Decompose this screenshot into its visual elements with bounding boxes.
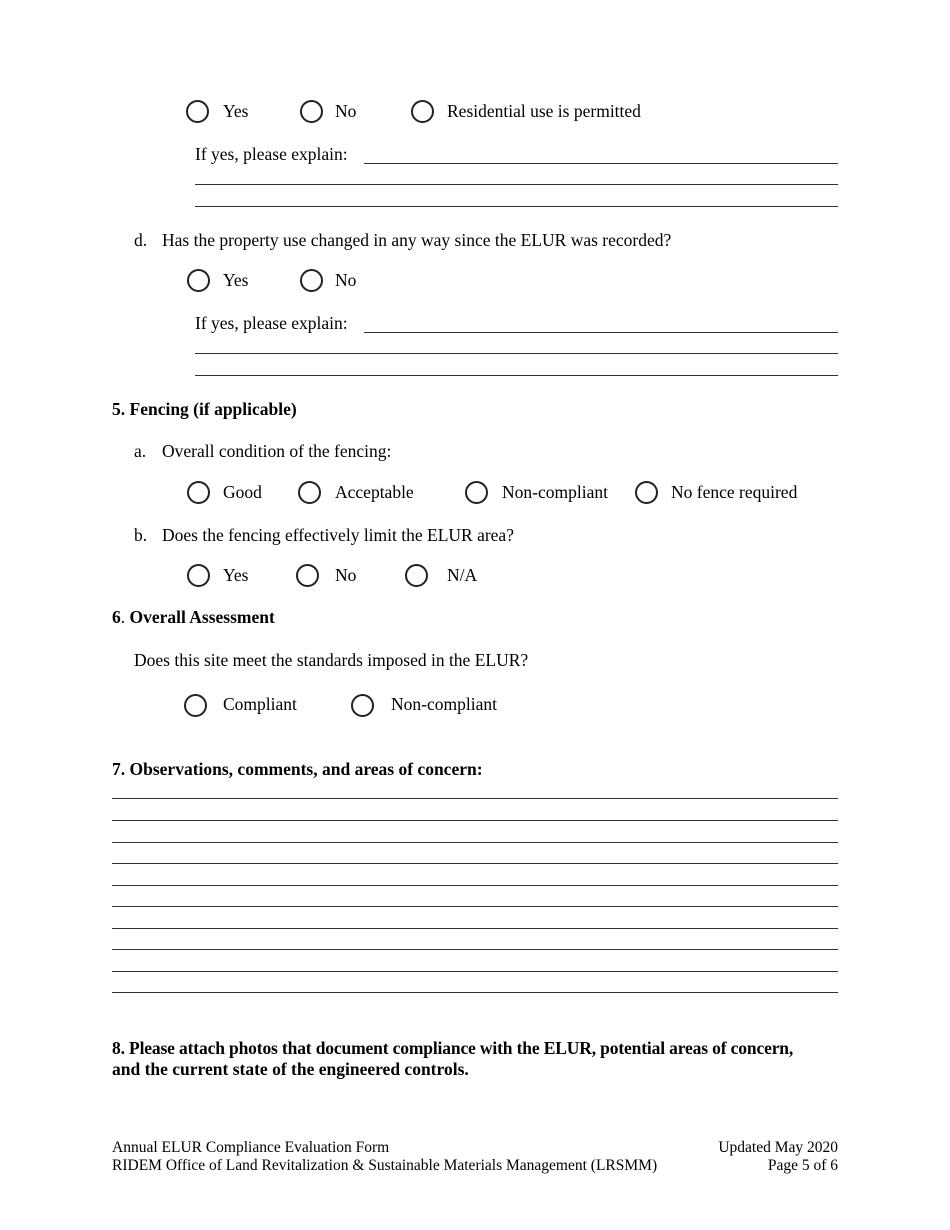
observation-line-3[interactable] bbox=[112, 842, 838, 843]
q5a-noncompliant-radio[interactable] bbox=[465, 481, 488, 504]
q5b-na-radio[interactable] bbox=[405, 564, 428, 587]
q6-noncompliant-label: Non-compliant bbox=[391, 694, 497, 714]
q4c-explain-line-1[interactable] bbox=[364, 163, 838, 164]
section8-line-2: and the current state of the engineered controls. bbox=[112, 1059, 469, 1079]
q4d-explain-line-2[interactable] bbox=[195, 353, 838, 354]
q6-compliant-radio[interactable] bbox=[184, 694, 207, 717]
q4c-explain-line-2[interactable] bbox=[195, 184, 838, 185]
section5-heading: 5. Fencing (if applicable) bbox=[112, 399, 297, 419]
q5a-acceptable-radio[interactable] bbox=[298, 481, 321, 504]
observation-line-5[interactable] bbox=[112, 885, 838, 886]
q4d-yes-label: Yes bbox=[223, 270, 249, 290]
q5b-letter: b. bbox=[134, 525, 148, 545]
q4d-question: Has the property use changed in any way since the ELUR was recorded? bbox=[162, 230, 672, 250]
q5a-noncompliant-label: Non-compliant bbox=[502, 482, 608, 502]
footer-form-name: Annual ELUR Compliance Evaluation Form bbox=[112, 1139, 390, 1156]
q4c-explain-line-3[interactable] bbox=[195, 206, 838, 207]
observation-line-2[interactable] bbox=[112, 820, 838, 821]
section8-line-1: 8. Please attach photos that document compliance with the ELUR, potential areas of concern, bbox=[112, 1038, 794, 1058]
q6-compliant-label: Compliant bbox=[223, 694, 297, 714]
q5b-yes-label: Yes bbox=[223, 565, 249, 585]
q5a-question: Overall condition of the fencing: bbox=[162, 441, 392, 461]
q5b-na-label: N/A bbox=[447, 565, 478, 585]
q5a-nofence-radio[interactable] bbox=[635, 481, 658, 504]
footer-updated: Updated May 2020 bbox=[718, 1139, 838, 1156]
observation-line-7[interactable] bbox=[112, 928, 838, 929]
q4c-yes-label: Yes bbox=[223, 101, 249, 121]
section7-heading: 7. Observations, comments, and areas of concern: bbox=[112, 759, 483, 779]
q4c-residential-radio[interactable] bbox=[411, 100, 434, 123]
q5b-no-label: No bbox=[335, 565, 357, 585]
observation-line-1[interactable] bbox=[112, 798, 838, 799]
observation-line-10[interactable] bbox=[112, 992, 838, 993]
observation-line-6[interactable] bbox=[112, 906, 838, 907]
observation-line-4[interactable] bbox=[112, 863, 838, 864]
observation-line-9[interactable] bbox=[112, 971, 838, 972]
q5a-acceptable-label: Acceptable bbox=[335, 482, 414, 502]
q4c-yes-radio[interactable] bbox=[186, 100, 209, 123]
q4d-explain-line-1[interactable] bbox=[364, 332, 838, 333]
q4c-no-radio[interactable] bbox=[300, 100, 323, 123]
q4d-no-radio[interactable] bbox=[300, 269, 323, 292]
section6-number: 6 bbox=[112, 607, 121, 627]
q5a-letter: a. bbox=[134, 441, 147, 461]
q4c-no-label: No bbox=[335, 101, 357, 121]
q4d-letter: d. bbox=[134, 230, 148, 250]
q5a-good-radio[interactable] bbox=[187, 481, 210, 504]
q5a-good-label: Good bbox=[223, 482, 262, 502]
q4d-explain-line-3[interactable] bbox=[195, 375, 838, 376]
q5b-no-radio[interactable] bbox=[296, 564, 319, 587]
footer-page-number: Page 5 of 6 bbox=[767, 1157, 838, 1174]
q6-question: Does this site meet the standards imposed in the ELUR? bbox=[134, 650, 529, 670]
q5a-nofence-label: No fence required bbox=[671, 482, 798, 502]
footer-office: RIDEM Office of Land Revitalization & Sustainable Materials Management (LRSMM) bbox=[112, 1157, 658, 1174]
q4d-no-label: No bbox=[335, 270, 357, 290]
q4c-residential-label: Residential use is permitted bbox=[447, 101, 641, 121]
q5b-yes-radio[interactable] bbox=[187, 564, 210, 587]
q4d-yes-radio[interactable] bbox=[187, 269, 210, 292]
q5b-question: Does the fencing effectively limit the ELUR area? bbox=[162, 525, 514, 545]
observation-line-8[interactable] bbox=[112, 949, 838, 950]
q4d-explain-label: If yes, please explain: bbox=[195, 313, 348, 333]
q4c-explain-label: If yes, please explain: bbox=[195, 144, 348, 164]
section6-title: Overall Assessment bbox=[129, 607, 275, 627]
section6-heading: 6. Overall Assessment bbox=[112, 607, 275, 627]
q6-noncompliant-radio[interactable] bbox=[351, 694, 374, 717]
